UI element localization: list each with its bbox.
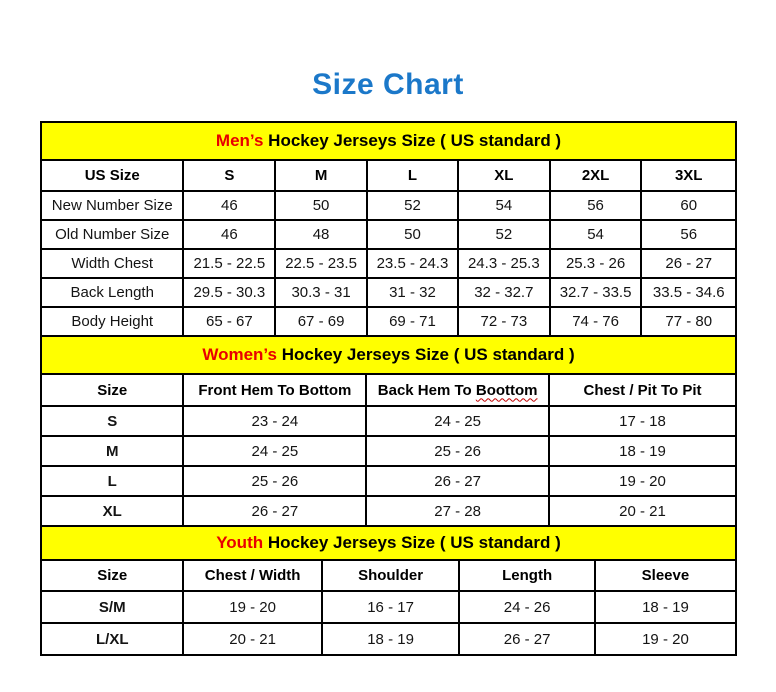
data-cell: 32 - 32.7 [458,278,550,307]
data-cell: 21.5 - 22.5 [183,249,275,278]
table-row [41,307,736,336]
mens-section-highlight: Men’s [215,131,264,150]
mens-size-table [40,121,737,337]
table-row [41,249,736,278]
data-cell: 19 - 20 [549,466,736,496]
row-label: Body Height [41,307,183,336]
column-header: Shoulder [322,560,460,591]
data-cell: 48 [275,220,367,249]
youth-section-highlight: Youth [216,533,264,552]
table-row [41,591,736,623]
table-row [41,406,736,436]
column-header: 3XL [641,160,736,191]
data-cell: 50 [367,220,458,249]
womens-section-highlight: Women’s [202,345,277,364]
table-row [41,191,736,220]
data-cell: 54 [550,220,642,249]
data-cell: 46 [183,191,275,220]
column-header: Sleeve [595,560,736,591]
youth-size-table [40,525,737,656]
back-hem-misspelled-word: Boottom [475,381,538,399]
data-cell: 17 - 18 [549,406,736,436]
data-cell: 33.5 - 34.6 [641,278,736,307]
row-label: L [41,466,183,496]
data-cell: 50 [275,191,367,220]
table-row [41,278,736,307]
data-cell: 26 - 27 [366,466,549,496]
table-row [41,436,736,466]
row-label: S [41,406,183,436]
data-cell: 18 - 19 [595,591,736,623]
data-cell: 22.5 - 23.5 [275,249,367,278]
mens-section-header-row [41,122,736,160]
data-cell: 52 [367,191,458,220]
data-cell: 26 - 27 [459,623,595,655]
data-cell: 74 - 76 [550,307,642,336]
data-cell: 65 - 67 [183,307,275,336]
size-chart-tables [40,121,737,656]
womens-column-header-row [41,374,736,406]
column-header: US Size [41,160,183,191]
data-cell: 29.5 - 30.3 [183,278,275,307]
data-cell: 54 [458,191,550,220]
mens-section-rest: Hockey Jerseys Size ( US standard ) [263,131,562,150]
data-cell: 23.5 - 24.3 [367,249,458,278]
youth-section-rest: Hockey Jerseys Size ( US standard ) [263,533,561,552]
mens-section-header [41,122,736,160]
data-cell: 25 - 26 [366,436,549,466]
data-cell: 20 - 21 [549,496,736,526]
row-label: New Number Size [41,191,183,220]
data-cell: 56 [641,220,736,249]
data-cell: 77 - 80 [641,307,736,336]
data-cell: 18 - 19 [549,436,736,466]
data-cell: 24.3 - 25.3 [458,249,550,278]
column-header: Chest / Width [183,560,321,591]
row-label: M [41,436,183,466]
data-cell: 67 - 69 [275,307,367,336]
womens-size-table [40,335,737,527]
data-cell: 32.7 - 33.5 [550,278,642,307]
table-row [41,220,736,249]
column-header-misspelled [366,374,549,406]
column-header: 2XL [550,160,642,191]
youth-section-header [41,526,736,560]
data-cell: 19 - 20 [595,623,736,655]
data-cell: 56 [550,191,642,220]
column-header: XL [458,160,550,191]
table-row [41,496,736,526]
table-row [41,623,736,655]
data-cell: 16 - 17 [322,591,460,623]
column-header: M [275,160,367,191]
data-cell: 27 - 28 [366,496,549,526]
row-label: Old Number Size [41,220,183,249]
column-header: Size [41,374,183,406]
womens-section-header [41,336,736,374]
data-cell: 25.3 - 26 [550,249,642,278]
data-cell: 26 - 27 [641,249,736,278]
data-cell: 52 [458,220,550,249]
row-label: Width Chest [41,249,183,278]
data-cell: 24 - 25 [183,436,366,466]
data-cell: 25 - 26 [183,466,366,496]
row-label: L/XL [41,623,183,655]
row-label: S/M [41,591,183,623]
data-cell: 30.3 - 31 [275,278,367,307]
column-header: Front Hem To Bottom [183,374,366,406]
back-hem-prefix: Back Hem To [377,381,476,399]
data-cell: 24 - 26 [459,591,595,623]
data-cell: 72 - 73 [458,307,550,336]
womens-section-rest: Hockey Jerseys Size ( US standard ) [276,345,575,364]
mens-column-header-row [41,160,736,191]
page-title: Size Chart [312,68,464,101]
row-label: XL [41,496,183,526]
row-label: Back Length [41,278,183,307]
data-cell: 20 - 21 [183,623,321,655]
table-row [41,466,736,496]
data-cell: 23 - 24 [183,406,366,436]
data-cell: 31 - 32 [367,278,458,307]
womens-section-header-row [41,336,736,374]
data-cell: 69 - 71 [367,307,458,336]
column-header: Size [41,560,183,591]
data-cell: 24 - 25 [366,406,549,436]
column-header: S [183,160,275,191]
column-header: L [367,160,458,191]
data-cell: 26 - 27 [183,496,366,526]
data-cell: 46 [183,220,275,249]
data-cell: 60 [641,191,736,220]
data-cell: 18 - 19 [322,623,460,655]
column-header: Chest / Pit To Pit [549,374,736,406]
youth-section-header-row [41,526,736,560]
data-cell: 19 - 20 [183,591,321,623]
column-header: Length [459,560,595,591]
youth-column-header-row [41,560,736,591]
